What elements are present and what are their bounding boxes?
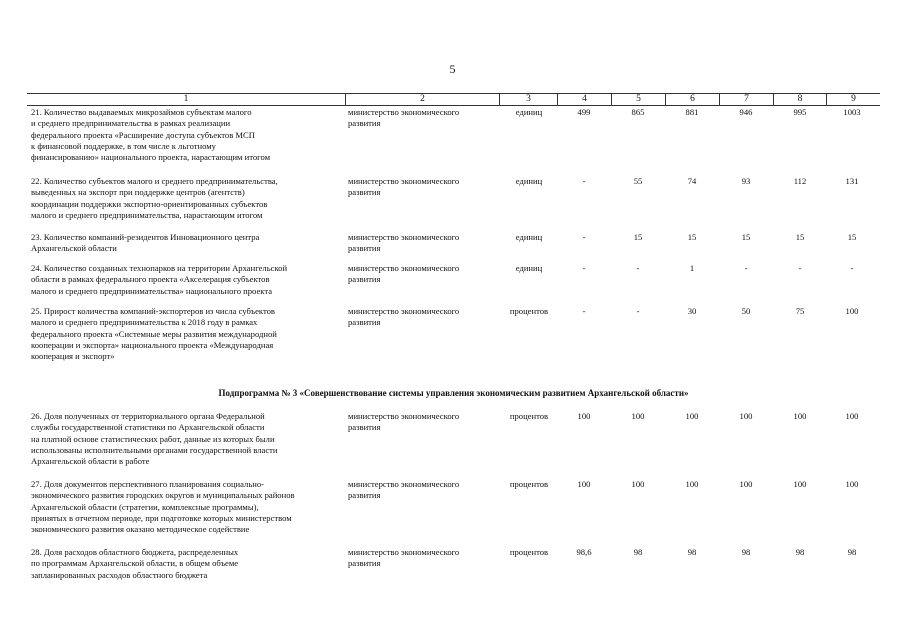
value-col-9: 98	[847, 547, 857, 557]
value-col-4: 98,6	[576, 547, 592, 557]
value-col-4: 100	[577, 411, 591, 421]
indicator-name: 26. Доля полученных от территориального органа Федеральной службы государственной статистики по Архангельской области на платной основе статистических работ, данные из которых были использованы исполнительными органами государственной власти Архангельской области в работе	[31, 411, 278, 467]
unit: процентов	[509, 306, 549, 316]
value-col-8: 75	[795, 306, 805, 316]
value-col-6: 98	[687, 547, 697, 557]
header-col-8: 8	[773, 94, 826, 105]
value-col-4: 100	[577, 479, 591, 489]
value-col-9: -	[850, 263, 854, 273]
unit: процентов	[509, 411, 549, 421]
header-col-9: 9	[826, 94, 880, 105]
unit: единиц	[515, 176, 543, 186]
value-col-4: -	[582, 306, 586, 316]
indicator-name: 24. Количество созданных технопарков на территории Архангельской области в рамках федерального проекта «Акселерация субъектов малого и среднего предпринимательства» национального проекта	[31, 263, 288, 296]
page-number: 5	[449, 62, 456, 76]
value-col-6: 100	[685, 479, 699, 489]
indicator-name: 25. Прирост количества компаний-экспортеров из числа субъектов малого и среднего предпринимательства к 2018 году в рамках федерального проекта «Системные меры развития международной кооперации и экспорта» национального проекта «Международная кооперация и экспорт»	[31, 306, 277, 362]
responsible-org: министерство экономического развития	[348, 479, 460, 501]
value-col-9: 15	[847, 232, 857, 242]
header-col-6: 6	[665, 94, 719, 105]
indicator-name: 28. Доля расходов областного бюджета, распределенных по программам Архангельской области, в общем объеме запланированных расходов областного бюджета	[31, 547, 239, 580]
value-col-5: 100	[631, 479, 645, 489]
value-col-8: 15	[795, 232, 805, 242]
value-col-8: 995	[793, 107, 807, 117]
value-col-7: 98	[741, 547, 751, 557]
value-col-6: 74	[687, 176, 697, 186]
value-col-4: 499	[577, 107, 591, 117]
value-col-7: 946	[739, 107, 753, 117]
value-col-4: -	[582, 232, 586, 242]
value-col-4: -	[582, 176, 586, 186]
value-col-8: 98	[795, 547, 805, 557]
subprogram-title: Подпрограмма № 3 «Совершенствование системы управления экономическим развитием Архангельской области»	[218, 388, 689, 398]
indicator-name: 27. Доля документов перспективного планирования социально- экономического развития городских округов и муниципальных районов Архангельской области (стратегии, комплексные программы), принятых в отчетном периоде, при подготовке которых министерством экономического развития оказано методическое содействие	[31, 479, 295, 535]
responsible-org: министерство экономического развития	[348, 547, 460, 569]
value-col-9: 100	[845, 411, 859, 421]
value-col-7: -	[744, 263, 748, 273]
value-col-8: 112	[793, 176, 807, 186]
indicator-name: 22. Количество субъектов малого и среднего предпринимательства, выведенных на экспорт при поддержке центров (агентств) координации поддержки экспортно-ориентированных субъектов малого и среднего предпринимательства, нарастающим итогом	[31, 176, 278, 220]
header-col-4: 4	[557, 94, 611, 105]
value-col-7: 50	[741, 306, 751, 316]
value-col-5: 98	[633, 547, 643, 557]
unit: единиц	[515, 263, 543, 273]
value-col-6: 15	[687, 232, 697, 242]
value-col-6: 30	[687, 306, 697, 316]
value-col-4: -	[582, 263, 586, 273]
value-col-5: 100	[631, 411, 645, 421]
header-col-1: 1	[183, 94, 189, 104]
value-col-6: 1	[689, 263, 695, 273]
unit: единиц	[515, 232, 543, 242]
value-col-5: 55	[633, 176, 643, 186]
value-col-5: -	[636, 263, 640, 273]
value-col-9: 100	[845, 306, 859, 316]
value-col-7: 93	[741, 176, 751, 186]
value-col-7: 100	[739, 479, 753, 489]
responsible-org: министерство экономического развития	[348, 232, 460, 254]
value-col-9: 1003	[843, 107, 861, 117]
indicator-name: 21. Количество выдаваемых микрозаймов субъектам малого и среднего предпринимательства в рамках реализации федерального проекта «Расширение доступа субъектов МСП к финансовой поддержке, в том числе к льготному финансированию» национального проекта, нарастающим итогом	[31, 107, 271, 163]
value-col-9: 100	[845, 479, 859, 489]
value-col-8: -	[798, 263, 802, 273]
value-col-8: 100	[793, 479, 807, 489]
value-col-7: 15	[741, 232, 751, 242]
responsible-org: министерство экономического развития	[348, 306, 460, 328]
header-col-2: 2	[345, 94, 499, 105]
unit: процентов	[509, 547, 549, 557]
value-col-6: 100	[685, 411, 699, 421]
value-col-5: -	[636, 306, 640, 316]
responsible-org: министерство экономического развития	[348, 176, 460, 198]
unit: процентов	[509, 479, 549, 489]
responsible-org: министерство экономического развития	[348, 263, 460, 285]
table-header	[27, 93, 880, 106]
value-col-5: 15	[633, 232, 643, 242]
header-col-3: 3	[499, 94, 557, 105]
header-col-7: 7	[719, 94, 773, 105]
header-col-5: 5	[611, 94, 665, 105]
value-col-8: 100	[793, 411, 807, 421]
unit: единиц	[515, 107, 543, 117]
value-col-5: 865	[631, 107, 645, 117]
responsible-org: министерство экономического развития	[348, 107, 460, 129]
indicator-name: 23. Количество компаний-резидентов Инновационного центра Архангельской области	[31, 232, 260, 254]
value-col-7: 100	[739, 411, 753, 421]
responsible-org: министерство экономического развития	[348, 411, 460, 433]
value-col-9: 131	[845, 176, 859, 186]
value-col-6: 881	[685, 107, 699, 117]
